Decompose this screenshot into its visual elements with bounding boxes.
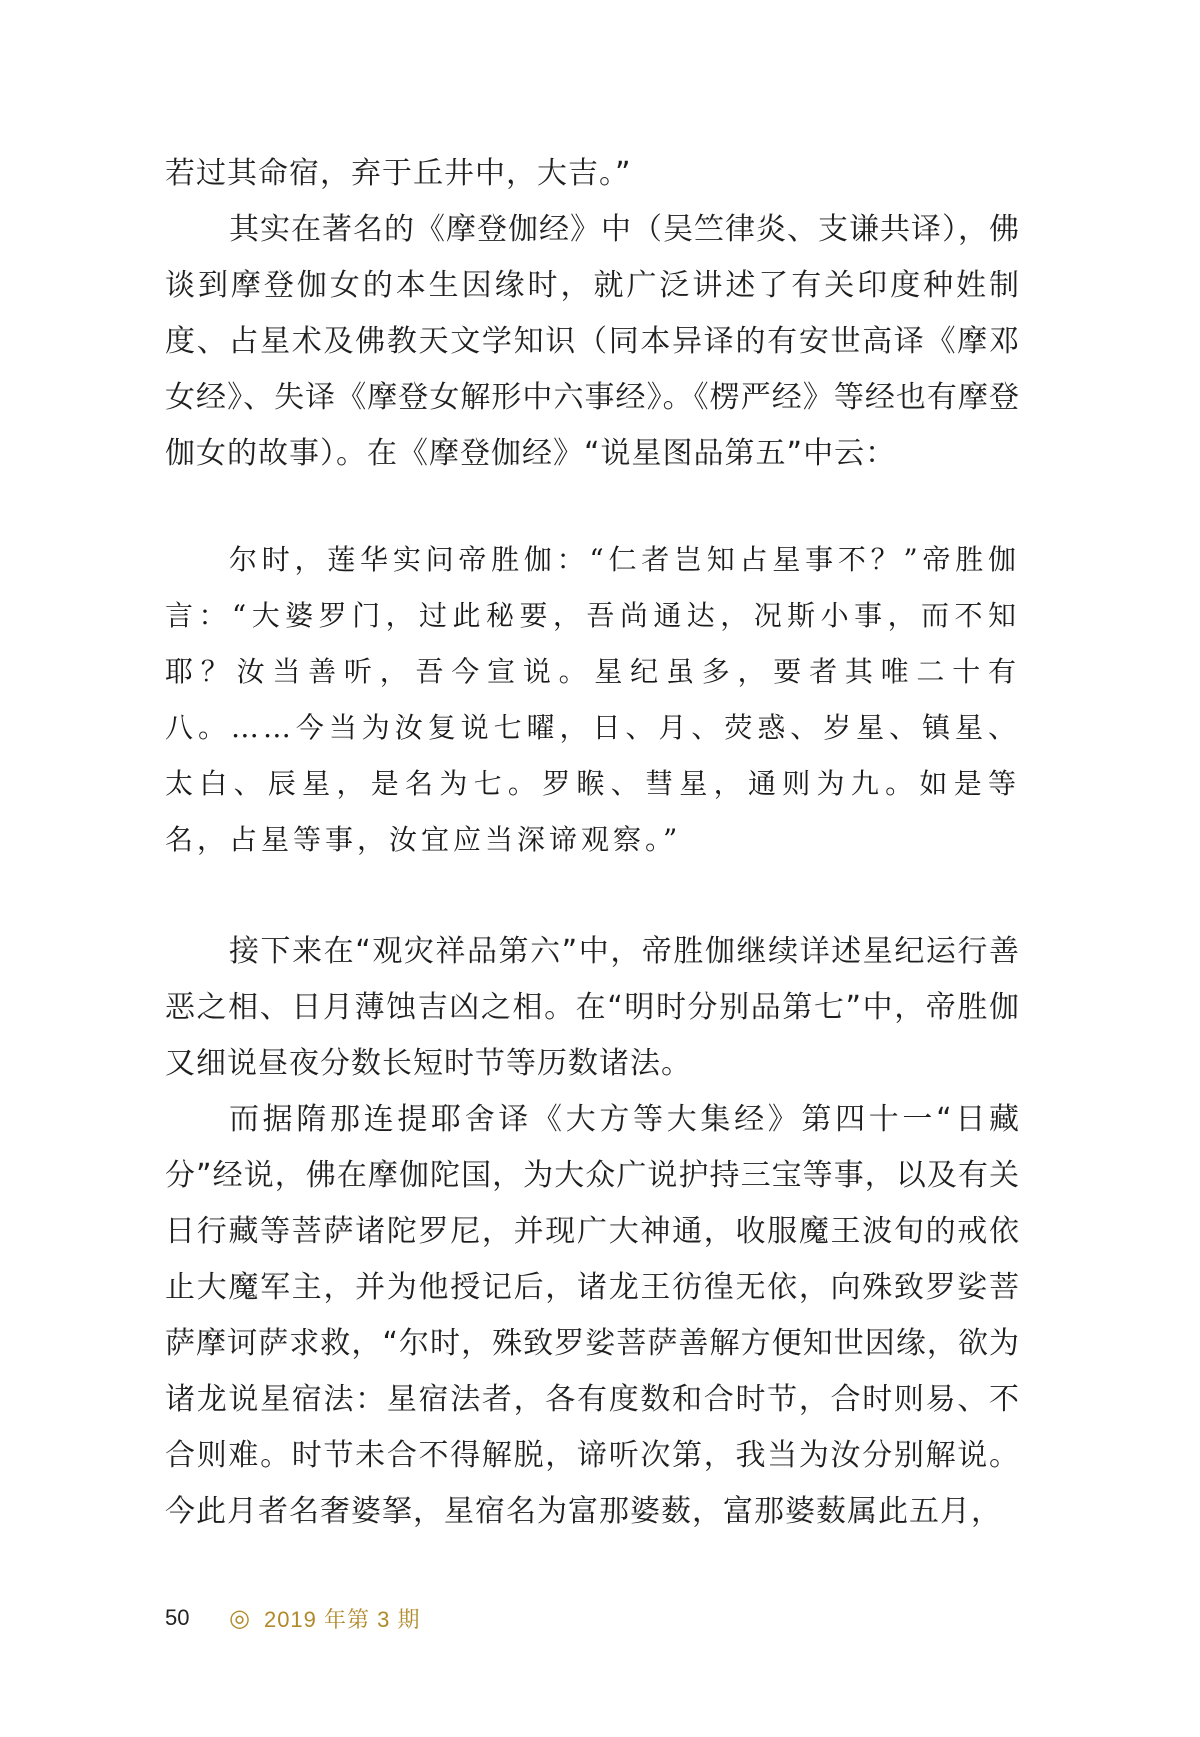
block-quote [165, 532, 1020, 868]
journal-issue-label: 2019 年第 3 期 [263, 1606, 421, 1632]
intro-paragraph-2: 其实在著名的《摩登伽经》中（吴竺律炎、支谦共译），佛谈到摩登伽女的本生因缘时，就广泛讲述了有关印度种姓制度、占星术及佛教天文学知识（同本异译的有安世高译《摩邓女经》、失译《摩登女解形中六事经》。《楞严经》等经也有摩登伽女的故事）。在《摩登伽经》“说星图品第五”中云： [165, 212, 1020, 471]
quote-paragraph: 尔时，莲华实问帝胜伽：“仁者岂知占星事不？”帝胜伽言：“大婆罗门，过此秘要，吾尚通达，况斯小事，而不知耶？汝当善听，吾今宣说。星纪虽多，要者其唯二十有八。……今当为汝复说七曜，日、月、荧惑、岁星、镇星、太白、辰星，是名为七。罗睺、彗星，通则为九。如是等名，占星等事，汝宜应当深谛观察。” [165, 543, 1020, 856]
body-paragraph-1: 接下来在“观灾祥品第六”中，帝胜伽继续详述星纪运行善恶之相、日月薄蚀吉凶之相。在“明时分别品第七”中，帝胜伽又细说昼夜分数长短时节等历数诸法。 [165, 934, 1020, 1081]
body-paragraph-2: 而据隋那连提耶舍译《大方等大集经》第四十一“日藏分”经说，佛在摩伽陀国，为大众广说护持三宝等事，以及有关日行藏等菩萨诸陀罗尼，并现广大神通，收服魔王波旬的戒依止大魔军主，并为他授记后，诸龙王彷徨无依，向殊致罗娑菩萨摩诃萨求救，“尔时，殊致罗娑菩萨善解方便知世因缘，欲为诸龙说星宿法：星宿法者，各有度数和合时节，合时则易、不合则难。时节未合不得解脱，谛听次第，我当为汝分别解说。今此月者名奢婆拏，星宿名为富那婆薮，富那婆薮属此五月， [165, 1102, 1020, 1529]
page-footer [165, 1598, 420, 1638]
intro-section [165, 146, 1020, 482]
intro-paragraph-1: 若过其命宿，弃于丘井中，大吉。” [165, 156, 632, 191]
body-section [165, 924, 1020, 1540]
circle-dot-icon: ◎ [229, 1604, 250, 1632]
page-number: 50 [165, 1605, 190, 1630]
